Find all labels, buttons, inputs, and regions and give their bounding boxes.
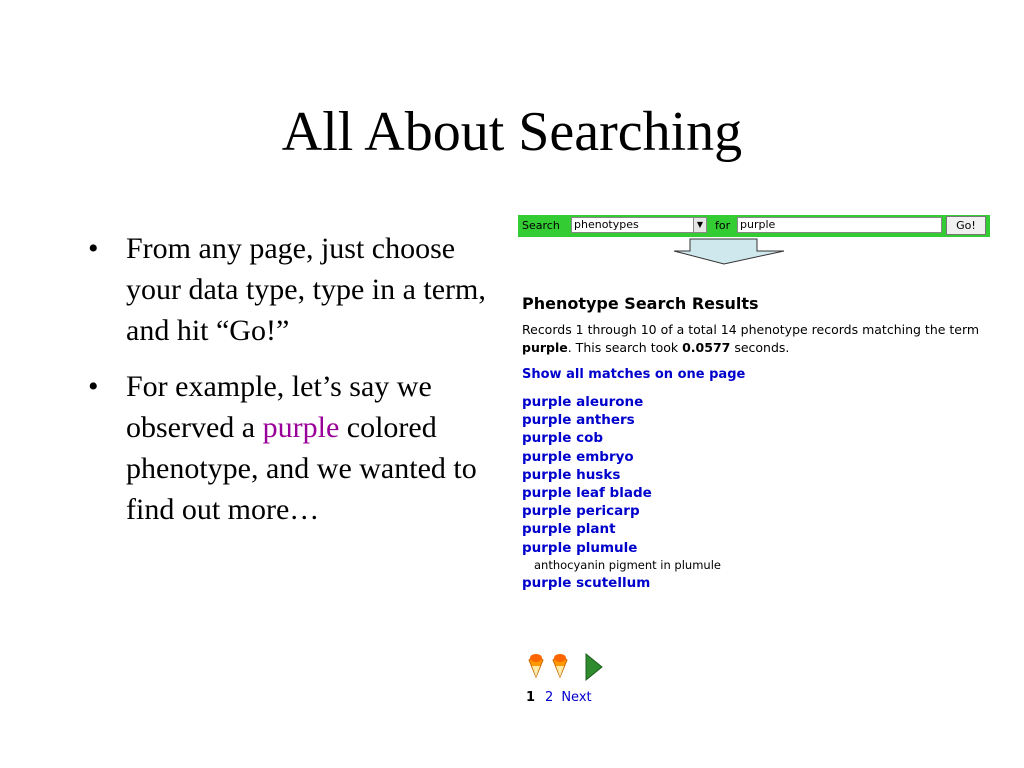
bullet-item — [88, 366, 498, 530]
kernel-icon — [553, 654, 567, 677]
search-input[interactable]: purple — [737, 217, 942, 233]
for-label: for — [715, 219, 731, 232]
data-type-value: phenotypes — [574, 218, 639, 231]
result-description: anthocyanin pigment in plumule — [534, 557, 721, 572]
result-link[interactable]: purple cob — [522, 430, 604, 447]
search-time: 0.0577 — [682, 340, 731, 355]
summary-text: Records 1 through 10 of a total 14 phenotype records matching the term — [522, 322, 980, 337]
result-link[interactable]: purple plant — [522, 521, 616, 538]
show-all-link[interactable]: Show all matches on one page — [522, 367, 746, 382]
current-page: 1 — [526, 690, 536, 705]
next-arrow-icon[interactable] — [586, 654, 602, 680]
results-summary — [522, 321, 1012, 357]
bullet-symbol: • — [88, 370, 99, 403]
page-2-link[interactable]: 2 — [545, 690, 554, 705]
pagination — [526, 652, 616, 705]
summary-text: seconds. — [730, 340, 790, 355]
results-title: Phenotype Search Results — [522, 294, 759, 313]
bullet-text: From any page, just choose your data type, type in a term, and hit “Go!” — [126, 232, 486, 347]
pager-links — [526, 690, 616, 705]
pager-icons — [526, 652, 616, 682]
bullet-item — [88, 228, 498, 351]
highlighted-word: purple — [262, 411, 340, 444]
result-link[interactable]: purple scutellum — [522, 574, 651, 591]
result-link[interactable]: purple aleurone — [522, 394, 644, 410]
search-results — [522, 294, 1012, 592]
dropdown-arrow-icon[interactable]: ▼ — [693, 218, 706, 232]
result-link[interactable]: purple leaf blade — [522, 485, 652, 502]
go-button[interactable]: Go! — [946, 216, 986, 235]
result-link[interactable]: purple husks — [522, 466, 621, 483]
result-link[interactable]: purple plumule — [522, 539, 638, 556]
results-list — [522, 393, 1012, 592]
summary-text: . This search took — [567, 340, 683, 355]
next-link[interactable]: Next — [561, 690, 592, 705]
summary-term: purple — [522, 340, 568, 355]
bullet-list — [88, 228, 498, 545]
kernel-icon — [529, 654, 543, 677]
result-link[interactable]: purple pericarp — [522, 503, 640, 520]
search-label: Search — [522, 219, 560, 232]
search-bar — [518, 215, 990, 237]
callout-arrow-icon — [672, 238, 788, 266]
slide-title: All About Searching — [281, 101, 743, 163]
result-link[interactable]: purple embryo — [522, 448, 634, 465]
bullet-text-pre: For example, let’s say we observed a — [126, 370, 432, 444]
data-type-select[interactable] — [571, 217, 707, 233]
bullet-text-post: colored phenotype, and we wanted to find out more… — [126, 411, 477, 526]
bullet-symbol: • — [88, 232, 99, 265]
result-link[interactable]: purple anthers — [522, 412, 635, 429]
